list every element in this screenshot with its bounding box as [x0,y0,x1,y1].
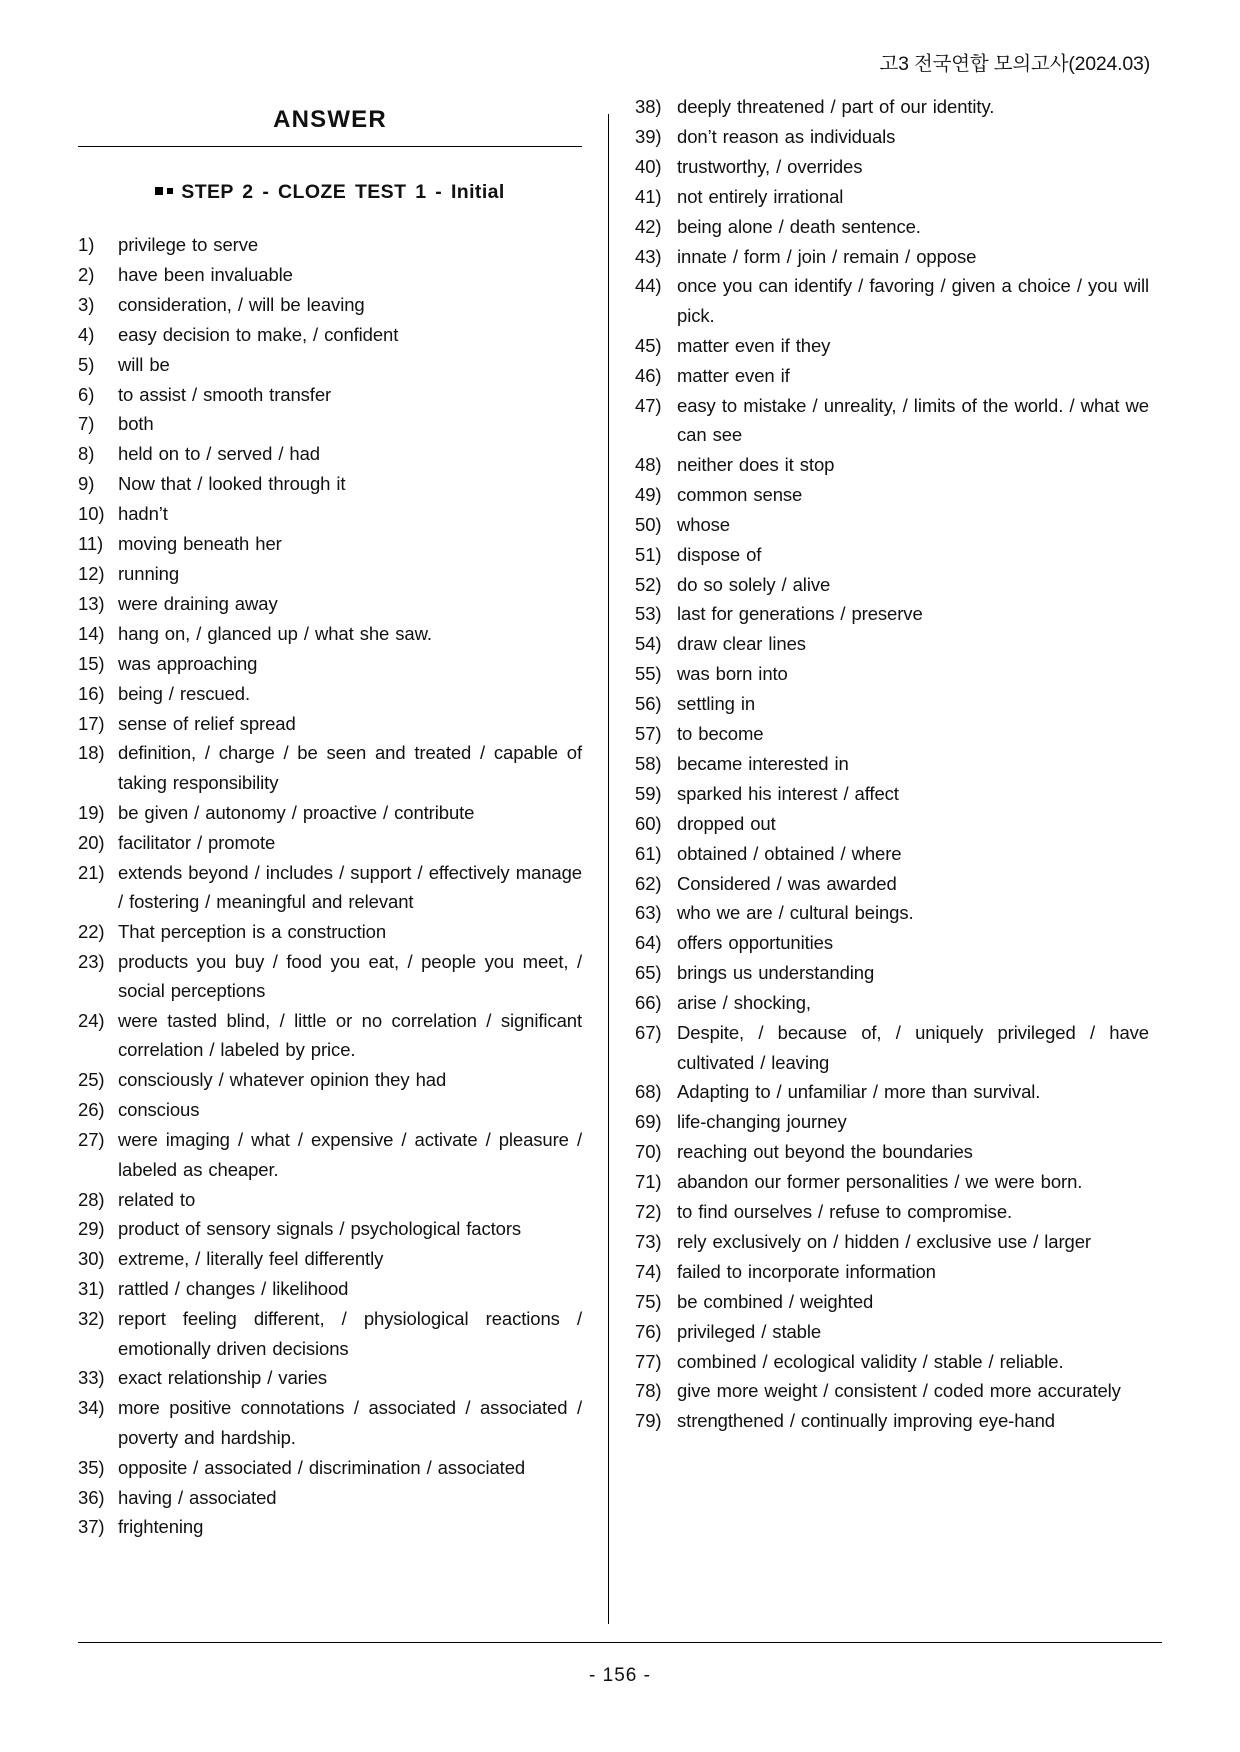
answer-item [635,988,1149,1017]
answer-item [635,391,1149,450]
answer-text: neither does it stop [677,453,835,475]
answer-text: consideration, / will be leaving [118,293,365,315]
answer-item [78,917,582,946]
answer-item [78,469,582,498]
answer-item [78,1006,582,1065]
answer-number: 61) [635,842,662,864]
footer-divider [78,1642,1162,1643]
answer-number: 57) [635,723,662,745]
answer-item [78,290,582,319]
answer-text: don’t reason as individuals [677,125,896,147]
answer-text: privilege to serve [118,234,259,255]
answer-number: 10) [78,503,105,525]
answer-text: extreme, / literally feel differently [118,1248,384,1270]
answer-text: to find ourselves / refuse to compromise. [677,1201,1013,1223]
answer-item [635,92,1149,121]
answer-item [78,499,582,528]
answer-item [635,928,1149,957]
answer-number: 38) [635,96,662,117]
answer-text: to assist / smooth transfer [118,383,332,405]
answer-text: became interested in [677,752,849,774]
answer-text: strengthened / continually improving eye-hand [677,1410,1055,1432]
answer-number: 31) [78,1278,105,1300]
answer-number: 3) [78,293,95,315]
answer-text: privileged / stable [677,1320,822,1342]
answer-number: 4) [78,323,95,345]
section-heading [78,181,582,204]
answer-item [635,1257,1149,1286]
answer-number: 60) [635,812,662,834]
answer-text: were draining away [118,592,278,614]
answer-item [635,749,1149,778]
answer-text: last for generations / preserve [677,603,923,625]
answer-item [635,689,1149,718]
answer-number: 76) [635,1320,662,1342]
answer-item [635,271,1149,330]
answer-text: rattled / changes / likelihood [118,1278,349,1300]
answer-item [78,858,582,917]
answer-number: 5) [78,353,95,375]
answer-number: 30) [78,1248,105,1270]
answer-text: arise / shocking, [677,992,811,1014]
answer-item [78,320,582,349]
answer-text: dropped out [677,812,776,834]
answer-item [78,649,582,678]
answer-number: 2) [78,263,95,285]
answer-text: matter even if they [677,334,831,356]
right-column [609,92,1149,1436]
answer-text: give more weight / consistent / coded more accurately [677,1380,1121,1402]
answer-text: to become [677,723,764,745]
answer-text: products you buy / food you eat, / people you meet, / social perceptions [118,950,582,1002]
answer-item [78,380,582,409]
answer-number: 35) [78,1456,105,1478]
answer-text: innate / form / join / remain / oppose [677,245,977,267]
answer-text: Now that / looked through it [118,473,346,495]
answer-number: 58) [635,752,662,774]
exam-header: 고3 전국연합 모의고사(2024.03) [879,53,1150,75]
answer-text: failed to incorporate information [677,1260,936,1282]
answer-text: was born into [677,663,788,685]
answer-number: 18) [78,742,105,764]
page-title: ANSWER [273,106,387,133]
answer-text: related to [118,1188,196,1210]
answer-text: both [118,413,154,435]
answer-text: consciously / whatever opinion they had [118,1069,447,1091]
answer-item [78,828,582,857]
two-column-body [78,92,1162,1632]
answer-number: 37) [78,1516,105,1538]
answer-number: 75) [635,1290,662,1312]
answer-number: 23) [78,950,105,972]
answer-text: That perception is a construction [118,920,387,942]
answer-number: 42) [635,215,662,237]
answer-number: 36) [78,1486,105,1508]
answer-text: hang on, / glanced up / what she saw. [118,622,432,644]
answer-item [635,510,1149,539]
answer-text: be given / autonomy / proactive / contribute [118,801,475,823]
answer-number: 8) [78,443,95,465]
answer-item [635,809,1149,838]
answer-number: 46) [635,364,662,386]
answer-number: 48) [635,453,662,475]
answer-number: 15) [78,652,105,674]
answer-number: 67) [635,1022,662,1044]
answer-number: 74) [635,1260,662,1282]
answer-number: 53) [635,603,662,625]
answer-number: 28) [78,1188,105,1210]
answer-text: sparked his interest / affect [677,782,899,804]
answer-text: product of sensory signals / psychological factors [118,1218,522,1240]
answer-item [635,331,1149,360]
square-bullet-icon [155,187,163,195]
answer-text: being alone / death sentence. [677,215,921,237]
answer-number: 34) [78,1397,105,1419]
answer-number: 62) [635,872,662,894]
answer-item [635,1376,1149,1405]
answer-number: 43) [635,245,662,267]
answer-item [635,1317,1149,1346]
answer-text: rely exclusively on / hidden / exclusive use / larger [677,1230,1091,1252]
answer-item [78,1274,582,1303]
answer-item [635,1347,1149,1376]
answer-number: 19) [78,801,105,823]
answer-text: reaching out beyond the boundaries [677,1141,973,1163]
answer-number: 9) [78,473,95,495]
answer-number: 16) [78,682,105,704]
answer-text: obtained / obtained / where [677,842,902,864]
answer-number: 66) [635,992,662,1014]
square-bullet-small-icon [167,188,173,194]
answer-item [635,1197,1149,1226]
answer-item [635,1077,1149,1106]
answer-number: 39) [635,125,662,147]
answer-text: moving beneath her [118,533,282,555]
answer-number: 63) [635,902,662,924]
answer-number: 21) [78,861,105,883]
answer-text: was approaching [118,652,258,674]
answer-number: 29) [78,1218,105,1240]
answer-item [635,869,1149,898]
answer-item [635,898,1149,927]
answer-number: 7) [78,413,95,435]
answer-text: more positive connotations / associated / associated / poverty and hardship. [118,1397,582,1448]
answer-text: extends beyond / includes / support / effectively manage / fostering / meaningful and relevant [118,861,582,912]
answer-item [78,1244,582,1273]
answer-text: having / associated [118,1486,277,1508]
answer-item [635,719,1149,748]
answer-number: 32) [78,1308,105,1330]
answer-item [635,1167,1149,1196]
answer-text: Considered / was awarded [677,872,897,894]
page-number: - 156 - [589,1665,651,1686]
section-heading-label: STEP 2 - CLOZE TEST 1 - Initial [181,181,505,203]
answer-text: sense of relief spread [118,712,296,734]
answer-text: exact relationship / varies [118,1367,328,1389]
answer-item [635,242,1149,271]
answer-text: who we are / cultural beings. [677,902,914,924]
answer-text: deeply threatened / part of our identity. [677,96,995,117]
answer-text: running [118,562,180,584]
answer-item [78,1304,582,1363]
answer-number: 17) [78,712,105,734]
answer-text: facilitator / promote [118,831,276,853]
answer-item [78,1125,582,1184]
answer-text: opposite / associated / discrimination / associated [118,1456,526,1478]
answer-number: 12) [78,562,105,584]
answer-item [635,570,1149,599]
answer-text: combined / ecological validity / stable / reliable. [677,1350,1064,1372]
answer-text: whose [677,513,730,535]
answer-text: abandon our former personalities / we were born. [677,1171,1083,1193]
answer-item [635,1287,1149,1316]
answer-item [635,839,1149,868]
answer-number: 52) [635,573,662,595]
answer-number: 47) [635,394,662,416]
answer-item [78,439,582,468]
answer-text: not entirely irrational [677,185,844,207]
answer-text: life-changing journey [677,1111,847,1133]
answer-item [78,798,582,827]
answer-number: 20) [78,831,105,853]
answer-item [78,1095,582,1124]
answer-text: definition, / charge / be seen and treated / capable of taking responsibility [118,742,582,793]
answer-item [635,629,1149,658]
answer-number: 50) [635,513,662,535]
answer-number: 1) [78,234,95,255]
answer-item [635,152,1149,181]
answer-text: will be [118,353,170,375]
answer-text: frightening [118,1516,204,1538]
answer-number: 40) [635,155,662,177]
answer-number: 45) [635,334,662,356]
answer-number: 78) [635,1380,662,1402]
answer-list-right [635,92,1149,1436]
answer-number: 22) [78,920,105,942]
title-divider [78,146,582,147]
answer-text: do so solely / alive [677,573,831,595]
answer-number: 13) [78,592,105,614]
answer-text: easy decision to make, / confident [118,323,399,345]
answer-number: 79) [635,1410,662,1432]
answer-item [635,659,1149,688]
answer-text: Despite, / because of, / uniquely privileged / have cultivated / leaving [677,1022,1149,1073]
left-column [78,92,608,1542]
answer-text: matter even if [677,364,790,386]
answer-item [635,1406,1149,1435]
answer-number: 77) [635,1350,662,1372]
answer-text: once you can identify / favoring / given a choice / you will pick. [677,275,1149,326]
answer-number: 64) [635,932,662,954]
answer-item [635,1227,1149,1256]
answer-item [635,122,1149,151]
answer-item [78,230,582,259]
answer-item [78,1185,582,1214]
answer-item [635,1107,1149,1136]
answer-number: 49) [635,483,662,505]
answer-list-left [78,230,582,1542]
answer-number: 27) [78,1129,105,1151]
answer-item [78,679,582,708]
answer-number: 11) [78,533,104,555]
answer-item [78,738,582,797]
answer-text: dispose of [677,543,762,565]
answer-text: draw clear lines [677,633,806,655]
answer-number: 33) [78,1367,105,1389]
answer-item [78,1065,582,1094]
answer-item [78,947,582,1006]
answer-number: 69) [635,1111,662,1133]
answer-item [78,260,582,289]
answer-text: offers opportunities [677,932,834,954]
answer-item [78,1512,582,1541]
answer-item [635,779,1149,808]
answer-number: 72) [635,1201,662,1223]
answer-text: conscious [118,1099,200,1121]
answer-item [78,709,582,738]
answer-item [78,559,582,588]
answer-item [635,540,1149,569]
answer-item [78,1453,582,1482]
answer-number: 26) [78,1099,105,1121]
answer-item [78,619,582,648]
answer-text: report feeling different, / physiological reactions / emotionally driven decisions [118,1308,582,1359]
answer-number: 65) [635,962,662,984]
answer-item [78,589,582,618]
answer-item [78,350,582,379]
answer-number: 59) [635,782,662,804]
answer-item [635,212,1149,241]
answer-number: 71) [635,1171,662,1193]
answer-text: brings us understanding [677,962,875,984]
answer-text: be combined / weighted [677,1290,874,1312]
answer-text: trustworthy, / overrides [677,155,863,177]
answer-number: 24) [78,1010,105,1032]
answer-text: common sense [677,483,803,505]
answer-item [635,450,1149,479]
answer-item [635,182,1149,211]
answer-item [635,958,1149,987]
answer-text: settling in [677,693,756,715]
answer-item [78,1483,582,1512]
answer-number: 44) [635,275,662,297]
answer-text: have been invaluable [118,263,293,285]
answer-item [635,480,1149,509]
answer-number: 41) [635,185,662,207]
answer-number: 73) [635,1230,662,1252]
answer-number: 14) [78,622,105,644]
answer-item [635,1137,1149,1166]
answer-number: 25) [78,1069,105,1091]
answer-item [78,1214,582,1243]
answer-number: 6) [78,383,95,405]
answer-number: 68) [635,1081,662,1103]
answer-text: being / rescued. [118,682,251,704]
answer-item [635,599,1149,628]
answer-text: Adapting to / unfamiliar / more than survival. [677,1081,1041,1103]
answer-number: 54) [635,633,662,655]
answer-item [78,1393,582,1452]
answer-text: easy to mistake / unreality, / limits of the world. / what we can see [677,394,1149,445]
answer-item [78,529,582,558]
answer-item [635,361,1149,390]
answer-text: hadn’t [118,503,168,525]
answer-item [78,1363,582,1392]
answer-number: 51) [635,543,662,565]
answer-text: were imaging / what / expensive / activate / pleasure / labeled as cheaper. [118,1129,582,1180]
answer-text: held on to / served / had [118,443,320,465]
answer-item [78,409,582,438]
answer-number: 56) [635,693,662,715]
answer-item [635,1018,1149,1077]
answer-text: were tasted blind, / little or no correlation / significant correlation / labeled by price. [118,1010,582,1061]
answer-number: 70) [635,1141,662,1163]
answer-number: 55) [635,663,662,685]
